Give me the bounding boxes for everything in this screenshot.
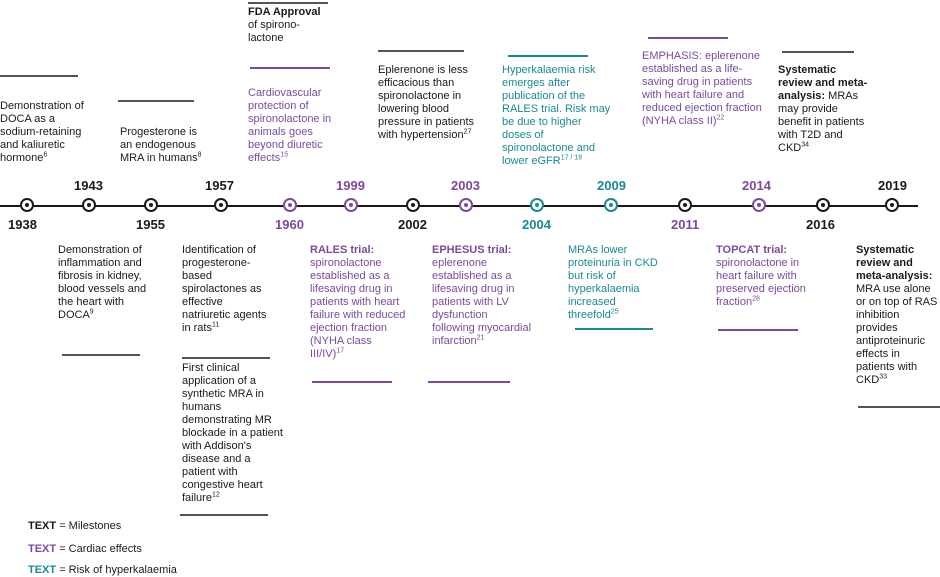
separator-line [118,100,194,102]
legend-hyperkalaemia: TEXT = Risk of hyperkalaemia [28,564,177,576]
year-2014: 2014 [742,178,771,193]
event-1957-rats: Identification of progesterone-based spirolactones as effective natriuretic agents in rats$^{11}$ [182,244,267,334]
separator-line [378,50,464,52]
legend-cardiac: TEXT = Cardiac effects [28,543,142,555]
year-2019: 2019 [878,178,907,193]
separator-line [858,406,940,408]
separator-line [575,328,653,330]
event-2002: Eplerenone is less efficacious than spironolactone in lowering blood pressure in patients with hypertension$^{27}$ [378,64,474,141]
event-1960-fda: FDA Approval of spirono-lactone [248,6,321,44]
event-1957-clinical: First clinical application of a synthetic MRA in humans demonstrating MR blockade in a patient with Addison's disease and a patient with congestive heart failure$^{12}$ [182,362,283,504]
node-2003 [459,198,473,212]
year-2011: 2011 [671,217,700,232]
event-1955: Progesterone is an endogenous MRA in humans$^8$ [120,126,202,164]
event-2009: MRAs lower proteinuria in CKD but risk of hyperkalaemia increased threefold$^{25}$ [568,244,658,321]
separator-line [648,37,728,39]
event-2016: Systematic review and meta-analysis: MRAs may provide benefit in patients with T2D and CKD$^{34}$ [778,64,868,154]
node-1960 [283,198,297,212]
year-2009: 2009 [597,178,626,193]
event-2011: EMPHASIS: eplerenone established as a life-saving drug in patients with heart failure and reduced ejection fraction (NYHA class II)$^{22}$ [642,50,762,127]
separator-line [508,55,588,57]
node-2004 [530,198,544,212]
year-2016: 2016 [806,217,835,232]
separator-line [428,381,510,383]
node-1938 [20,198,34,212]
separator-line [312,381,392,383]
node-2009 [604,198,618,212]
node-2002 [406,198,420,212]
event-2014: TOPCAT trial: spironolactone in heart failure with preserved ejection fraction$^{28}$ [716,244,806,308]
event-1943: Demonstration of inflammation and fibrosis in kidney, blood vessels and the heart with DOCA$^9$ [58,244,147,321]
year-2004: 2004 [522,217,551,232]
event-1960-cardio: Cardiovascular protection of spironolactone in animals goes beyond diuretic effects$^{15}$ [248,87,332,164]
event-2003: EPHESUS trial: eplerenone established as a lifesaving drug in patients with LV dysfunction following myocardial infarction$^{21}$ [432,244,532,347]
node-1943 [82,198,96,212]
separator-line [782,51,854,53]
node-2019 [885,198,899,212]
node-2011 [678,198,692,212]
event-1999: RALES trial: spironolactone established as a lifesaving drug in patients with heart failure with reduced ejection fraction (NYHA class III/IV)$^{17}$ [310,244,406,360]
year-1957: 1957 [205,178,234,193]
node-2014 [752,198,766,212]
year-2002: 2002 [398,217,427,232]
separator-line [250,67,330,69]
year-1955: 1955 [136,217,165,232]
event-2019: Systematic review and meta-analysis: MRA use alone or on top of RAS inhibition provides antiproteinuric effects in patients with CKD$^{33}$ [856,244,938,386]
separator-line [182,357,270,359]
separator-line [0,75,78,77]
node-2016 [816,198,830,212]
separator-line [248,2,328,4]
year-1938: 1938 [8,217,37,232]
separator-line [180,514,268,516]
legend-milestones: TEXT = Milestones [28,520,122,532]
node-1957 [214,198,228,212]
year-1999: 1999 [336,178,365,193]
separator-line [718,329,798,331]
year-1960: 1960 [275,217,304,232]
year-1943: 1943 [74,178,103,193]
node-1955 [144,198,158,212]
year-2003: 2003 [451,178,480,193]
node-1999 [344,198,358,212]
event-2004: Hyperkalaemia risk emerges after publication of the RALES trial. Risk may be due to higher doses of spironolactone and lower eGFR$^{17 / 18}$ [502,64,611,167]
event-1938: Demonstration of DOCA as a sodium-retaining and kaliuretic hormone$^6$ [0,100,84,164]
separator-line [62,354,140,356]
